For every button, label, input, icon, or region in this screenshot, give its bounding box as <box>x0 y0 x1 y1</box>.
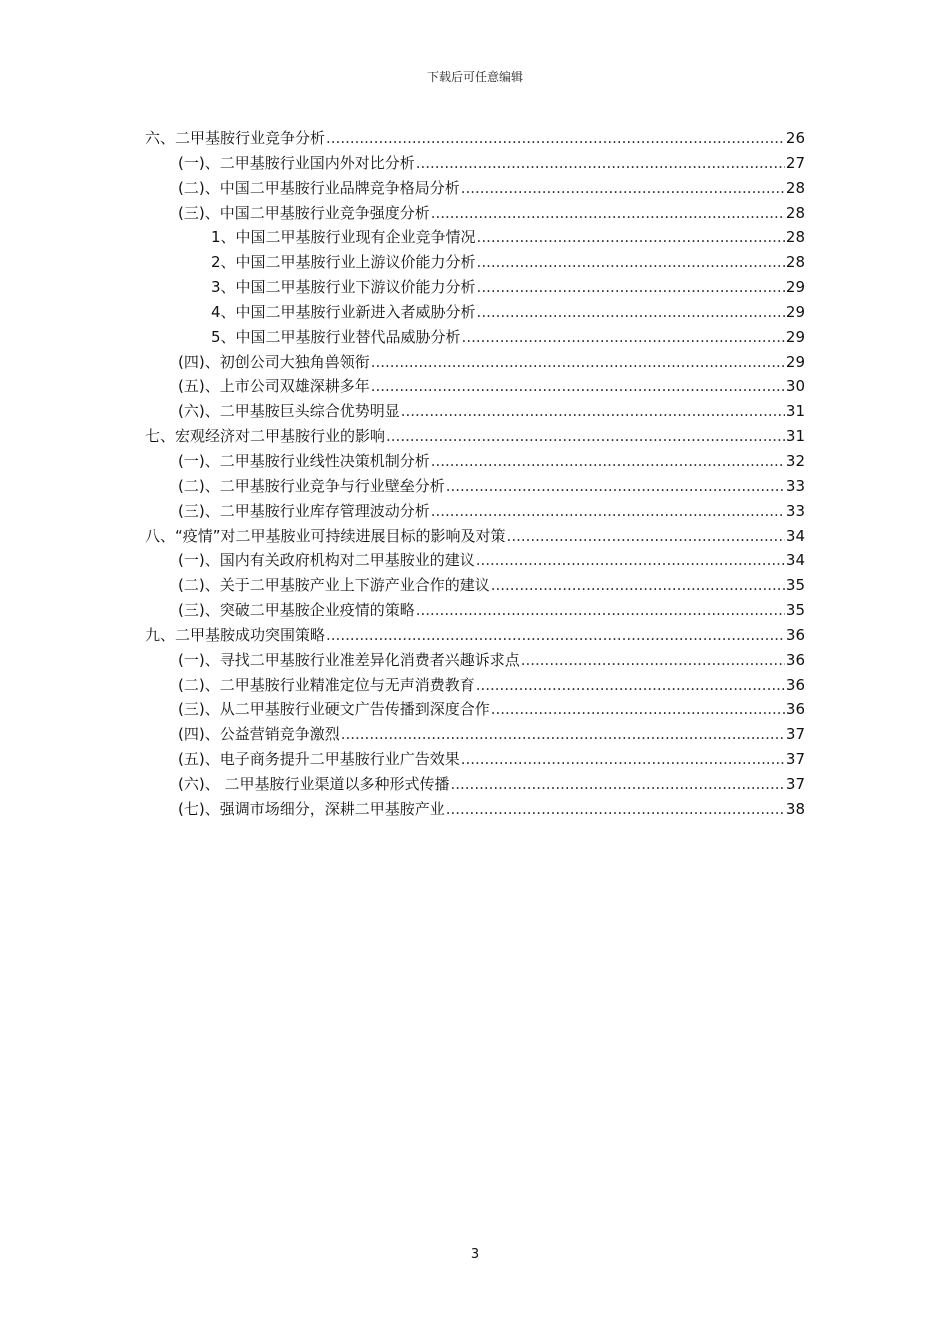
toc-entry-page: 34 <box>785 551 805 570</box>
toc-entry-page: 36 <box>785 625 805 644</box>
toc-entry[interactable] <box>145 598 805 623</box>
toc-entry-page: 32 <box>785 451 805 470</box>
toc-leader-dots <box>477 275 785 300</box>
toc-entry-title: (二)、关于二甲基胺产业上下游产业合作的建议 <box>178 576 490 595</box>
toc-leader-dots <box>326 126 785 151</box>
toc-entry[interactable] <box>145 250 805 275</box>
toc-entry-title: 九、二甲基胺成功突围策略 <box>145 625 326 644</box>
toc-entry-page: 37 <box>785 774 805 793</box>
toc-entry-page: 30 <box>785 377 805 396</box>
toc-entry[interactable] <box>145 424 805 449</box>
toc-entry[interactable] <box>145 201 805 226</box>
toc-entry-title: (四)、初创公司大独角兽领衔 <box>178 352 370 371</box>
toc-entry[interactable] <box>145 747 805 772</box>
toc-entry-page: 31 <box>785 402 805 421</box>
toc-leader-dots <box>416 151 785 176</box>
toc-leader-dots <box>477 250 785 275</box>
toc-entry[interactable] <box>145 524 805 549</box>
toc-leader-dots <box>462 325 785 350</box>
toc-entry-title: 六、二甲基胺行业竞争分析 <box>145 129 326 147</box>
toc-leader-dots <box>431 201 785 226</box>
toc-entry-title: 4、中国二甲基胺行业新进入者威胁分析 <box>211 302 476 321</box>
toc-entry-title: (一)、二甲基胺行业线性决策机制分析 <box>178 451 430 470</box>
toc-leader-dots <box>431 449 785 474</box>
toc-entry-title: (三)、中国二甲基胺行业竞争强度分析 <box>178 203 430 222</box>
toc-entry[interactable] <box>145 300 805 325</box>
toc-entry-title: 5、中国二甲基胺行业替代品威胁分析 <box>211 327 461 346</box>
toc-leader-dots <box>507 524 785 549</box>
toc-entry[interactable] <box>145 797 805 822</box>
toc-entry[interactable] <box>145 374 805 399</box>
toc-entry[interactable] <box>145 399 805 424</box>
toc-leader-dots <box>371 350 785 375</box>
toc-entry[interactable] <box>145 151 805 176</box>
toc-entry-title: 3、中国二甲基胺行业下游议价能力分析 <box>211 278 476 297</box>
toc-entry-title: (四)、公益营销竞争激烈 <box>178 725 340 744</box>
toc-entry-page: 33 <box>785 476 805 495</box>
toc-entry[interactable] <box>145 499 805 524</box>
toc-entry-page: 29 <box>785 327 805 346</box>
toc-leader-dots <box>341 722 785 747</box>
toc-entry-page: 36 <box>785 675 805 694</box>
toc-entry-page: 28 <box>785 203 805 222</box>
toc-entry-title: 1、中国二甲基胺行业现有企业竞争情况 <box>211 228 476 247</box>
toc-entry[interactable] <box>145 474 805 499</box>
toc-entry-title: (五)、电子商务提升二甲基胺行业广告效果 <box>178 750 460 769</box>
toc-entry[interactable] <box>145 176 805 201</box>
toc-entry-page: 35 <box>785 601 805 620</box>
page-number: 3 <box>470 1247 480 1262</box>
toc-leader-dots <box>461 176 785 201</box>
toc-leader-dots <box>476 673 785 698</box>
toc-leader-dots <box>476 548 785 573</box>
toc-leader-dots <box>371 374 785 399</box>
toc-entry-page: 31 <box>785 427 805 446</box>
toc-entry[interactable] <box>145 623 805 648</box>
toc-entry[interactable] <box>145 697 805 722</box>
toc-leader-dots <box>450 772 784 797</box>
toc-entry[interactable] <box>145 673 805 698</box>
toc-entry-page: 36 <box>785 700 805 719</box>
toc-entry[interactable] <box>145 548 805 573</box>
toc-entry-page: 33 <box>785 501 805 520</box>
toc-entry-title: (五)、上市公司双雄深耕多年 <box>178 377 370 396</box>
toc-entry-title: 2、中国二甲基胺行业上游议价能力分析 <box>211 253 476 272</box>
toc-entry-page: 27 <box>785 153 805 172</box>
toc-entry-title: (一)、二甲基胺行业国内外对比分析 <box>178 153 415 172</box>
toc-entry-page: 28 <box>785 228 805 247</box>
toc-leader-dots <box>461 747 785 772</box>
toc-leader-dots <box>491 573 785 598</box>
toc-entry-title: (一)、寻找二甲基胺行业准差异化消费者兴趣诉求点 <box>178 650 520 669</box>
toc-entry-page: 38 <box>785 799 805 818</box>
page-header: 下载后可任意编辑 <box>426 70 523 84</box>
toc-entry-page: 34 <box>785 526 805 545</box>
toc-entry-page: 26 <box>785 129 805 147</box>
toc-entry-page: 37 <box>785 750 805 769</box>
toc-leader-dots <box>416 598 785 623</box>
toc-entry-title: (三)、从二甲基胺行业硬文广告传播到深度合作 <box>178 700 490 719</box>
toc-entry[interactable] <box>145 225 805 250</box>
toc-entry-title: (三)、突破二甲基胺企业疫情的策略 <box>178 601 415 620</box>
toc-entry-page: 28 <box>785 178 805 197</box>
toc-leader-dots <box>431 499 785 524</box>
toc-entry-title: 八、“疫情”对二甲基胺业可持续进展目标的影响及对策 <box>145 526 506 545</box>
table-of-contents <box>145 126 805 822</box>
toc-entry-page: 29 <box>785 302 805 321</box>
toc-entry-page: 37 <box>785 725 805 744</box>
toc-entry[interactable] <box>145 573 805 598</box>
toc-entry-page: 29 <box>785 352 805 371</box>
toc-leader-dots <box>386 424 785 449</box>
toc-entry[interactable] <box>145 772 805 797</box>
toc-entry[interactable] <box>145 275 805 300</box>
toc-entry-title: (二)、二甲基胺行业精准定位与无声消费教育 <box>178 675 475 694</box>
toc-entry[interactable] <box>145 325 805 350</box>
toc-entry-page: 36 <box>785 650 805 669</box>
toc-entry-title: (七)、强调市场细分，深耕二甲基胺产业 <box>178 799 445 818</box>
toc-leader-dots <box>477 225 785 250</box>
toc-entry-title: (三)、二甲基胺行业库存管理波动分析 <box>178 501 430 520</box>
toc-leader-dots <box>446 474 785 499</box>
toc-leader-dots <box>491 697 785 722</box>
toc-entry[interactable] <box>145 350 805 375</box>
toc-entry[interactable] <box>145 449 805 474</box>
toc-entry-page: 28 <box>785 253 805 272</box>
toc-entry-title: (二)、二甲基胺行业竞争与行业壁垒分析 <box>178 476 445 495</box>
toc-entry-title: 七、宏观经济对二甲基胺行业的影响 <box>145 427 386 446</box>
toc-leader-dots <box>326 623 785 648</box>
toc-entry[interactable] <box>145 126 805 151</box>
toc-entry-title: (二)、中国二甲基胺行业品牌竞争格局分析 <box>178 178 460 197</box>
toc-leader-dots <box>446 797 785 822</box>
toc-entry[interactable] <box>145 722 805 747</box>
toc-entry-title: (一)、国内有关政府机构对二甲基胺业的建议 <box>178 551 475 570</box>
toc-entry-title: (六)、 二甲基胺行业渠道以多种形式传播 <box>178 774 450 793</box>
toc-entry-page: 29 <box>785 278 805 297</box>
toc-entry[interactable] <box>145 648 805 673</box>
toc-entry-page: 35 <box>785 576 805 595</box>
toc-leader-dots <box>521 648 785 673</box>
toc-leader-dots <box>477 300 785 325</box>
toc-leader-dots <box>401 399 785 424</box>
toc-entry-title: (六)、二甲基胺巨头综合优势明显 <box>178 402 400 421</box>
